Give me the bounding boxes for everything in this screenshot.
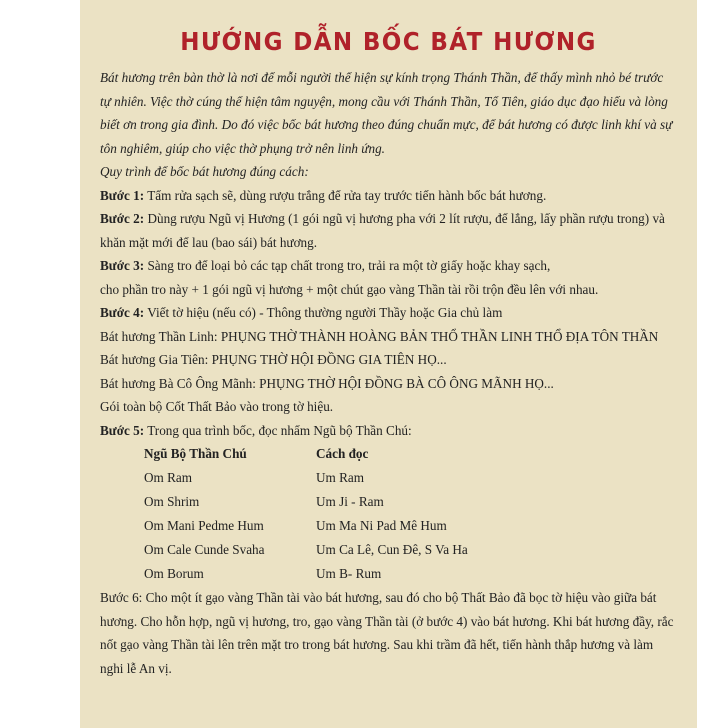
step-5-text: Trong qua trình bốc, đọc nhẩm Ngũ bộ Thần Chú: <box>144 422 412 438</box>
step-3-text: Sàng tro để loại bỏ các tạp chất trong tro, trải ra một tờ giấy hoặc khay sạch, <box>144 258 551 273</box>
step-6: Bước 6: Cho một ít gạo vàng Thần tài vào bát hương, sau đó cho bộ Thất Bảo đã bọc tờ hiệu vào giữa bát hương. Cho hỗn hợp, ngũ vị hương, tro, gạo vàng Thần tài (ở bước 4) vào bát hương. Khi bát hương đầy, rắc nốt gạo vàng Thần tài lên trên mặt tro trong bát hương. Sau khi trầm đã hết, tiến hành thắp hương và làm nghi lễ An vị. <box>100 590 674 676</box>
mantra-header-read: Cách đọc <box>316 446 369 461</box>
intro-paragraph: Bát hương trên bàn thờ là nơi để mỗi người thể hiện sự kính trọng Thánh Thần, để thấy mình nhỏ bé trước tự nhiên. Việc thờ cúng thể hiện tâm nguyện, mong cầu với Thánh Thần, Tổ Tiên, giáo dục đạo hiếu và lòng biết ơn trong gia đình. Do đó việc bốc bát hương theo đúng chuẩn mực, để bát hương có được linh khí và sự tôn nghiêm, giúp cho việc thờ phụng trở nên linh ứng. <box>100 70 673 156</box>
step-4-label: Bước 4: <box>100 305 145 320</box>
page-title: HƯỚNG DẪN BỐC BÁT HƯƠNG <box>180 27 597 56</box>
mantra-reading: Um B- Rum <box>316 566 382 581</box>
table-row <box>144 538 468 562</box>
mantra-name: Om Cale Cunde Svaha <box>144 542 265 557</box>
step-1-label: Bước 1: <box>100 187 145 203</box>
table-row <box>144 490 468 514</box>
document-page <box>80 0 697 728</box>
step-4-ba-co-ong-manh: Bát hương Bà Cô Ông Mãnh: PHỤNG THỜ HỘI ĐỒNG BÀ CÔ ÔNG MÃNH HỌ... <box>100 375 554 391</box>
step-4-than-linh: Bát hương Thần Linh: PHỤNG THỜ THÀNH HOÀNG BẢN THỔ THẦN LINH THỔ ĐỊA TÔN THẦN <box>100 328 659 344</box>
table-row <box>144 466 468 490</box>
step-1 <box>100 184 677 208</box>
step-2-text: Dùng rượu Ngũ vị Hương (1 gói ngũ vị hương pha với 2 lít rượu, để lắng, lấy phần rượu trong) và khăn mặt mới để lau (bao sái) bát hương. <box>100 211 665 250</box>
step-4 <box>100 301 677 325</box>
step-3-label: Bước 3: <box>100 258 145 273</box>
mantra-reading: Um Ji - Ram <box>316 494 384 509</box>
mantra-header-name: Ngũ Bộ Thần Chú <box>144 446 247 461</box>
step-5-label: Bước 5: <box>100 422 145 438</box>
mantra-name: Om Ram <box>144 470 192 485</box>
intro-section <box>100 66 677 184</box>
mantra-header-row <box>144 442 468 466</box>
step-4-text: Viết tờ hiệu (nếu có) - Thông thường người Thầy hoặc Gia chủ làm <box>144 305 503 320</box>
step-3-continued: cho phần tro này + 1 gói ngũ vị hương + một chút gạo vàng Thần tài rồi trộn đều lên với nhau. <box>100 281 599 297</box>
mantra-table <box>144 442 468 586</box>
step-1-text: Tẩm rửa sạch sẽ, dùng rượu trắng để rửa tay trước tiến hành bốc bát hương. <box>144 187 547 203</box>
step-4-gia-tien: Bát hương Gia Tiên: PHỤNG THỜ HỘI ĐỒNG GIA TIÊN HỌ... <box>100 352 447 367</box>
table-row <box>144 562 468 586</box>
mantra-reading: Um Ram <box>316 470 364 485</box>
mantra-name: Om Mani Pedme Hum <box>144 518 264 533</box>
table-row <box>144 514 468 538</box>
step-2 <box>100 207 677 254</box>
mantra-reading: Um Ca Lê, Cun Đê, S Va Ha <box>316 542 468 557</box>
step-2-label: Bước 2: <box>100 211 145 226</box>
intro-process-line: Quy trình để bốc bát hương đúng cách: <box>100 164 309 179</box>
step-5 <box>100 419 677 443</box>
step-3 <box>100 254 677 278</box>
mantra-name: Om Shrim <box>144 494 200 509</box>
step-4-that-bao: Gói toàn bộ Cốt Thất Bảo vào trong tờ hiệu. <box>100 399 334 414</box>
mantra-name: Om Borum <box>144 566 204 581</box>
mantra-reading: Um Ma Ni Pad Mê Hum <box>316 518 447 533</box>
